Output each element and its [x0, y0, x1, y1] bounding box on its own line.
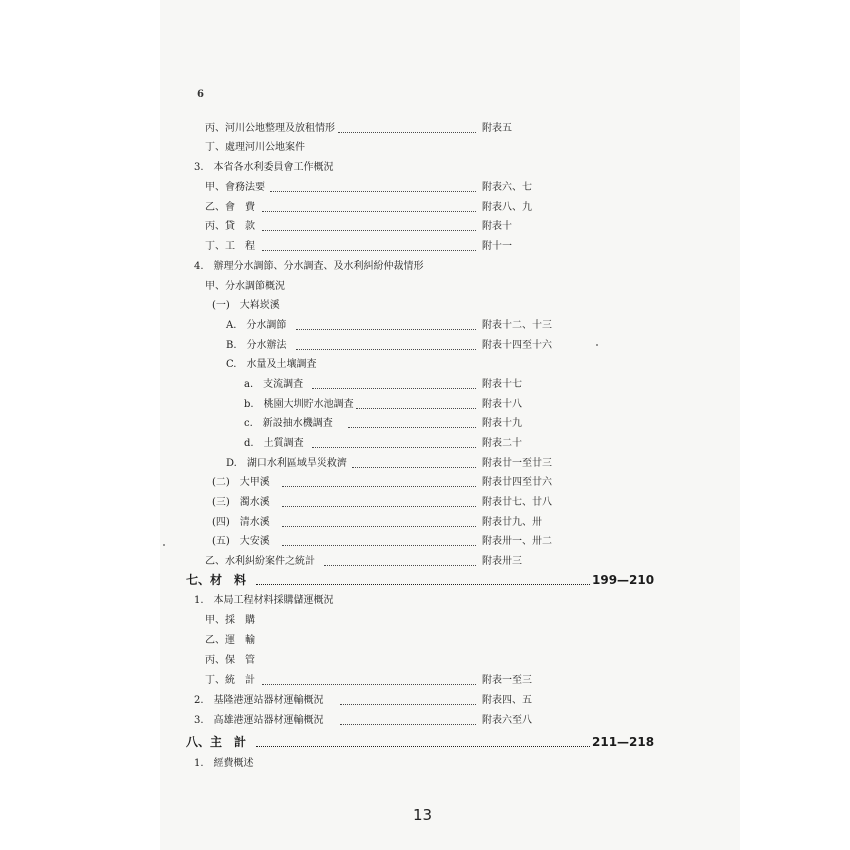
toc-entry-ref: 附表十九 — [482, 418, 522, 429]
dot-leader — [324, 564, 476, 566]
dot-leader — [340, 723, 476, 725]
dot-leader — [312, 446, 476, 448]
toc-entry-label: a. 支流調査 — [244, 379, 304, 390]
dot-leader — [256, 745, 590, 747]
toc-section-heading: 2. 基隆港運站器材運輸概況 — [194, 695, 324, 706]
dot-leader — [262, 210, 476, 212]
toc-entry-label: A. 分水調節 — [226, 320, 287, 331]
toc-entry-label: 甲、分水調節概況 — [205, 281, 285, 292]
scan-speck — [596, 344, 598, 346]
dot-leader — [296, 328, 476, 330]
toc-entry-label: 丙、貸 款 — [205, 221, 255, 232]
toc-section-heading: 3. 本省各水利委員會工作概況 — [194, 162, 334, 173]
toc-entry-ref: 附表卅三 — [482, 556, 522, 567]
toc-entry-ref: 附十一 — [482, 241, 512, 252]
dot-leader — [352, 466, 476, 468]
toc-entry-ref: 附表廿九、卅 — [482, 517, 542, 528]
toc-entry-label: 丁、統 計 — [205, 675, 255, 686]
toc-entry-ref: 附表十七 — [482, 379, 522, 390]
dot-leader — [356, 407, 476, 409]
toc-entry-ref: 附表二十 — [482, 438, 522, 449]
toc-chapter-heading: 七、材 料 — [186, 573, 247, 587]
toc-entry-label: (五) 大安溪 — [212, 536, 270, 547]
toc-entry-label: 丁、工 程 — [205, 241, 255, 252]
toc-entry-label: 甲、採 購 — [205, 615, 255, 626]
toc-entry-ref: 附表五 — [482, 123, 512, 134]
toc-entry-label: 乙、運 輸 — [205, 635, 255, 646]
toc-section-heading: 4. 辦理分水調節、分水調査、及水利糾紛仲裁情形 — [194, 261, 424, 272]
toc-entry-ref: 附表廿四至廿六 — [482, 477, 552, 488]
top-page-number: 6 — [197, 89, 204, 100]
dot-leader — [256, 583, 590, 585]
dot-leader — [338, 131, 476, 133]
toc-entry-label: C. 水量及土壤調査 — [226, 359, 317, 370]
toc-section-heading: 1. 本局工程材料採購儲運概況 — [194, 595, 334, 606]
toc-entry-label: (二) 大甲溪 — [212, 477, 270, 488]
toc-entry-label: c. 新設抽水機調査 — [244, 418, 333, 429]
toc-chapter-heading: 八、主 計 — [186, 735, 247, 749]
toc-entry-ref: 附表四、五 — [482, 695, 532, 706]
dot-leader — [340, 703, 476, 705]
toc-entry-ref: 附表十八 — [482, 399, 522, 410]
toc-chapter-pages: 211—218 — [592, 735, 655, 749]
toc-entry-ref: 附表十四至十六 — [482, 340, 552, 351]
toc-entry-label: (一) 大嵙崁溪 — [212, 300, 280, 311]
dot-leader — [262, 249, 476, 251]
toc-entry-label: 丁、處理河川公地案件 — [205, 142, 305, 153]
toc-entry-ref: 附表六至八 — [482, 715, 532, 726]
dot-leader — [262, 229, 476, 231]
dot-leader — [296, 348, 476, 350]
toc-entry-label: (三) 濁水溪 — [212, 497, 270, 508]
dot-leader — [282, 505, 476, 507]
toc-entry-label: (四) 清水溪 — [212, 517, 270, 528]
page-number: 13 — [413, 806, 433, 824]
toc-entry-label: d. 土質調査 — [244, 438, 304, 449]
toc-entry-label: 乙、水利糾紛案件之統計 — [205, 556, 315, 567]
toc-entry-label: b. 桃園大圳貯水池調査 — [244, 399, 354, 410]
dot-leader — [270, 190, 476, 192]
dot-leader — [282, 485, 476, 487]
toc-entry-ref: 附表八、九 — [482, 202, 532, 213]
dot-leader — [282, 525, 476, 527]
toc-section-heading: 3. 高雄港運站器材運輸概況 — [194, 715, 324, 726]
toc-entry-ref: 附表十 — [482, 221, 512, 232]
toc-entry-label: 丙、河川公地整理及放租情形 — [205, 123, 335, 134]
toc-entry-ref: 附表一至三 — [482, 675, 532, 686]
toc-entry-ref: 附表卅一、卅二 — [482, 536, 552, 547]
dot-leader — [262, 683, 476, 685]
toc-entry-ref: 附表十二、十三 — [482, 320, 552, 331]
scan-speck — [163, 544, 165, 546]
toc-entry-label: 丙、保 管 — [205, 655, 255, 666]
toc-entry-ref: 附表六、七 — [482, 182, 532, 193]
dot-leader — [282, 544, 476, 546]
toc-entry-ref: 附表廿一至廿三 — [482, 458, 552, 469]
toc-entry-label: D. 湖口水利區域旱災救濟 — [226, 458, 347, 469]
toc-chapter-pages: 199—210 — [592, 573, 655, 587]
toc-entry-label: 乙、會 費 — [205, 202, 255, 213]
toc-section-heading: 1. 經費概述 — [194, 758, 254, 769]
dot-leader — [312, 387, 476, 389]
dot-leader — [348, 426, 476, 428]
toc-entry-label: B. 分水辦法 — [226, 340, 287, 351]
toc-entry-label: 甲、會務法要 — [205, 182, 265, 193]
toc-entry-ref: 附表廿七、廿八 — [482, 497, 552, 508]
